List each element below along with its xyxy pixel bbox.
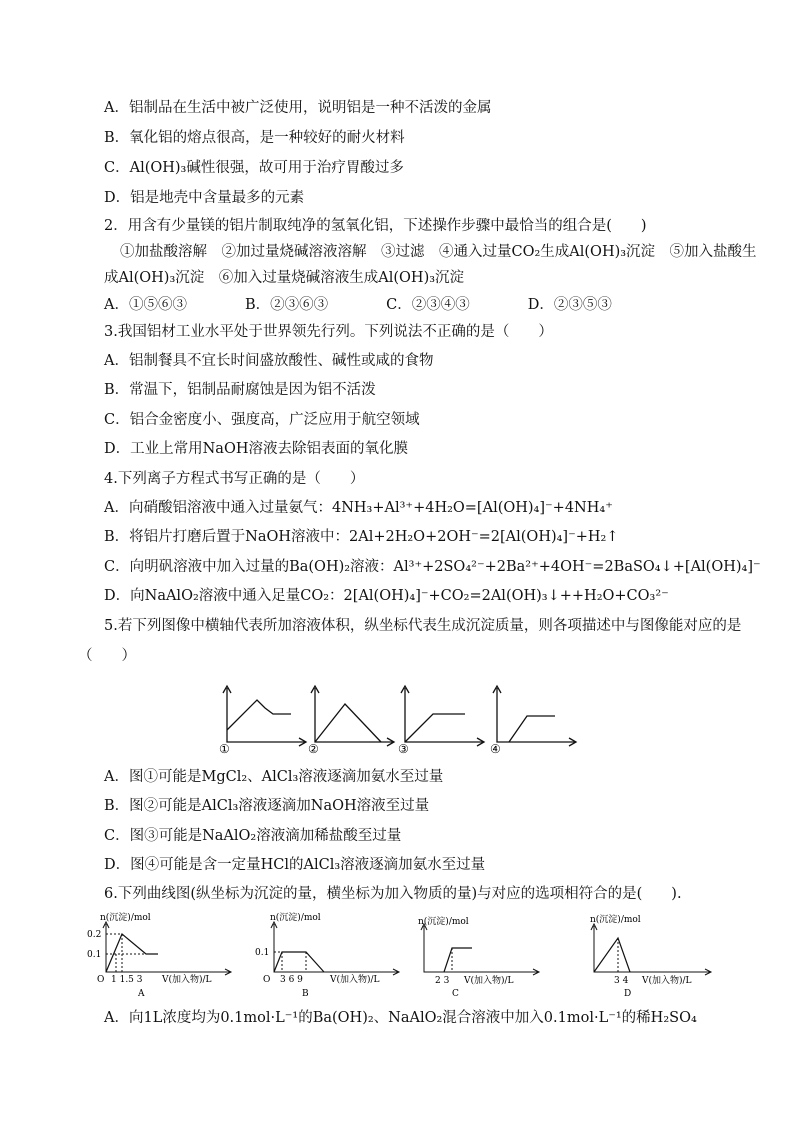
svg-text:O: O	[97, 975, 105, 985]
q4-option-b: B．将铝片打磨后置于NaOH溶液中：2Al+2H₂O+2OH⁻=2[Al(OH)₄]⁻+H₂↑	[104, 529, 619, 545]
fig-label-2: ②	[308, 742, 319, 754]
svg-text:O: O	[263, 975, 271, 985]
q5-option-d: D．图④可能是含一定量HCl的AlCl₃溶液逐滴加氨水至过量	[104, 857, 486, 873]
q2-stem: 2．用含有少量镁的铝片制取纯净的氢氧化铝，下述操作步骤中最恰当的组合是( )	[104, 218, 647, 234]
q4-option-d: D．向NaAlO₂溶液中通入足量CO₂：2[Al(OH)₄]⁻+CO₂=2Al(OH)₃↓++H₂O+CO₃²⁻	[104, 588, 669, 604]
svg-text:V(加入物)/L: V(加入物)/L	[464, 976, 514, 986]
svg-text:0.1: 0.1	[255, 948, 270, 958]
svg-text:A: A	[138, 989, 145, 999]
svg-text:1 1.5 3: 1 1.5 3	[111, 975, 143, 985]
q5-option-a: A．图①可能是MgCl₂、AlCl₃溶液逐滴加氨水至过量	[104, 769, 444, 785]
fig-label-3: ③	[398, 742, 409, 754]
q2-steps-line2: 成Al(OH)₃沉淀 ⑥加入过量烧碱溶液生成Al(OH)₃沉淀	[104, 270, 465, 286]
q6-graphs	[80, 908, 720, 1000]
q1-option-c: C．Al(OH)₃碱性很强，故可用于治疗胃酸过多	[104, 160, 404, 176]
svg-text:V(加入物)/L: V(加入物)/L	[330, 975, 380, 985]
q5-option-c: C．图③可能是NaAlO₂溶液滴加稀盐酸至过量	[104, 828, 402, 844]
svg-text:n(沉淀)/mol: n(沉淀)/mol	[270, 913, 321, 923]
q6-graph-a	[87, 911, 231, 999]
q5-graphs	[215, 682, 585, 754]
q3-stem: 3.我国铝材工业水平处于世界领先行列。下列说法不正确的是（ ）	[104, 324, 553, 340]
q4-stem: 4.下列离子方程式书写正确的是（ ）	[104, 471, 365, 487]
svg-text:V(加入物)/L: V(加入物)/L	[642, 976, 692, 986]
q1-option-d: D．铝是地壳中含量最多的元素	[104, 190, 305, 206]
q3-option-d: D．工业上常用NaOH溶液去除铝表面的氧化膜	[104, 441, 408, 457]
svg-text:D: D	[624, 989, 632, 999]
svg-text:2 3: 2 3	[435, 976, 450, 986]
q1-option-a: A．铝制品在生活中被广泛使用，说明铝是一种不活泼的金属	[104, 100, 492, 116]
q3-option-c: C．铝合金密度小、强度高，广泛应用于航空领域	[104, 412, 420, 428]
svg-text:n(沉淀)/mol: n(沉淀)/mol	[100, 913, 151, 923]
q3-option-b: B．常温下，铝制品耐腐蚀是因为铝不活泼	[104, 382, 376, 398]
svg-text:n(沉淀)/mol: n(沉淀)/mol	[418, 917, 469, 927]
q6-graph-c	[418, 915, 539, 999]
q2-options: A．①⑤⑥③ B．②③⑥③ C．②③④③ D．②③⑤③	[104, 297, 612, 313]
svg-text:V(加入物)/L: V(加入物)/L	[162, 975, 212, 985]
svg-text:3 4: 3 4	[614, 976, 629, 986]
q4-option-c: C．向明矾溶液中加入过量的Ba(OH)₂溶液：Al³⁺+2SO₄²⁻+2Ba²⁺+4OH⁻=2BaSO₄↓+[Al(OH)₄]⁻	[104, 559, 761, 575]
q1-option-b: B．氧化铝的熔点很高，是一种较好的耐火材料	[104, 130, 405, 146]
q6-graph-d	[590, 913, 711, 999]
q3-option-a: A．铝制餐具不宜长时间盛放酸性、碱性或咸的食物	[104, 353, 434, 369]
q6-graph-b	[255, 911, 399, 999]
fig-label-1: ①	[219, 742, 230, 754]
svg-text:3 6 9: 3 6 9	[280, 975, 303, 985]
q5-option-b: B．图②可能是AlCl₃溶液逐滴加NaOH溶液至过量	[104, 798, 430, 814]
q4-option-a: A．向硝酸铝溶液中通入过量氨气：4NH₃+Al³⁺+4H₂O=[Al(OH)₄]⁻+4NH₄⁺	[104, 500, 613, 516]
q6-stem: 6.下列曲线图(纵坐标为沉淀的量，横坐标为加入物质的量)与对应的选项相符合的是( ).	[104, 886, 682, 902]
svg-text:B: B	[302, 989, 309, 999]
svg-text:0.1: 0.1	[87, 950, 102, 960]
q5-stem: 5.若下列图像中横轴代表所加溶液体积，纵坐标代表生成沉淀质量，则各项描述中与图像能对应的是	[104, 618, 742, 634]
svg-text:n(沉淀)/mol: n(沉淀)/mol	[590, 915, 641, 925]
svg-text:C: C	[452, 989, 459, 999]
q5-bracket: （ ）	[78, 648, 136, 664]
q2-steps-line1: ①加盐酸溶解 ②加过量烧碱溶液溶解 ③过滤 ④通入过量CO₂生成Al(OH)₃沉淀 ⑤加入盐酸生	[120, 244, 757, 260]
fig-label-4: ④	[490, 742, 501, 754]
q6-option-a: A．向1L浓度均为0.1mol·L⁻¹的Ba(OH)₂、NaAlO₂混合溶液中加入0.1mol·L⁻¹的稀H₂SO₄	[104, 1010, 697, 1026]
svg-text:0.2: 0.2	[87, 930, 102, 940]
